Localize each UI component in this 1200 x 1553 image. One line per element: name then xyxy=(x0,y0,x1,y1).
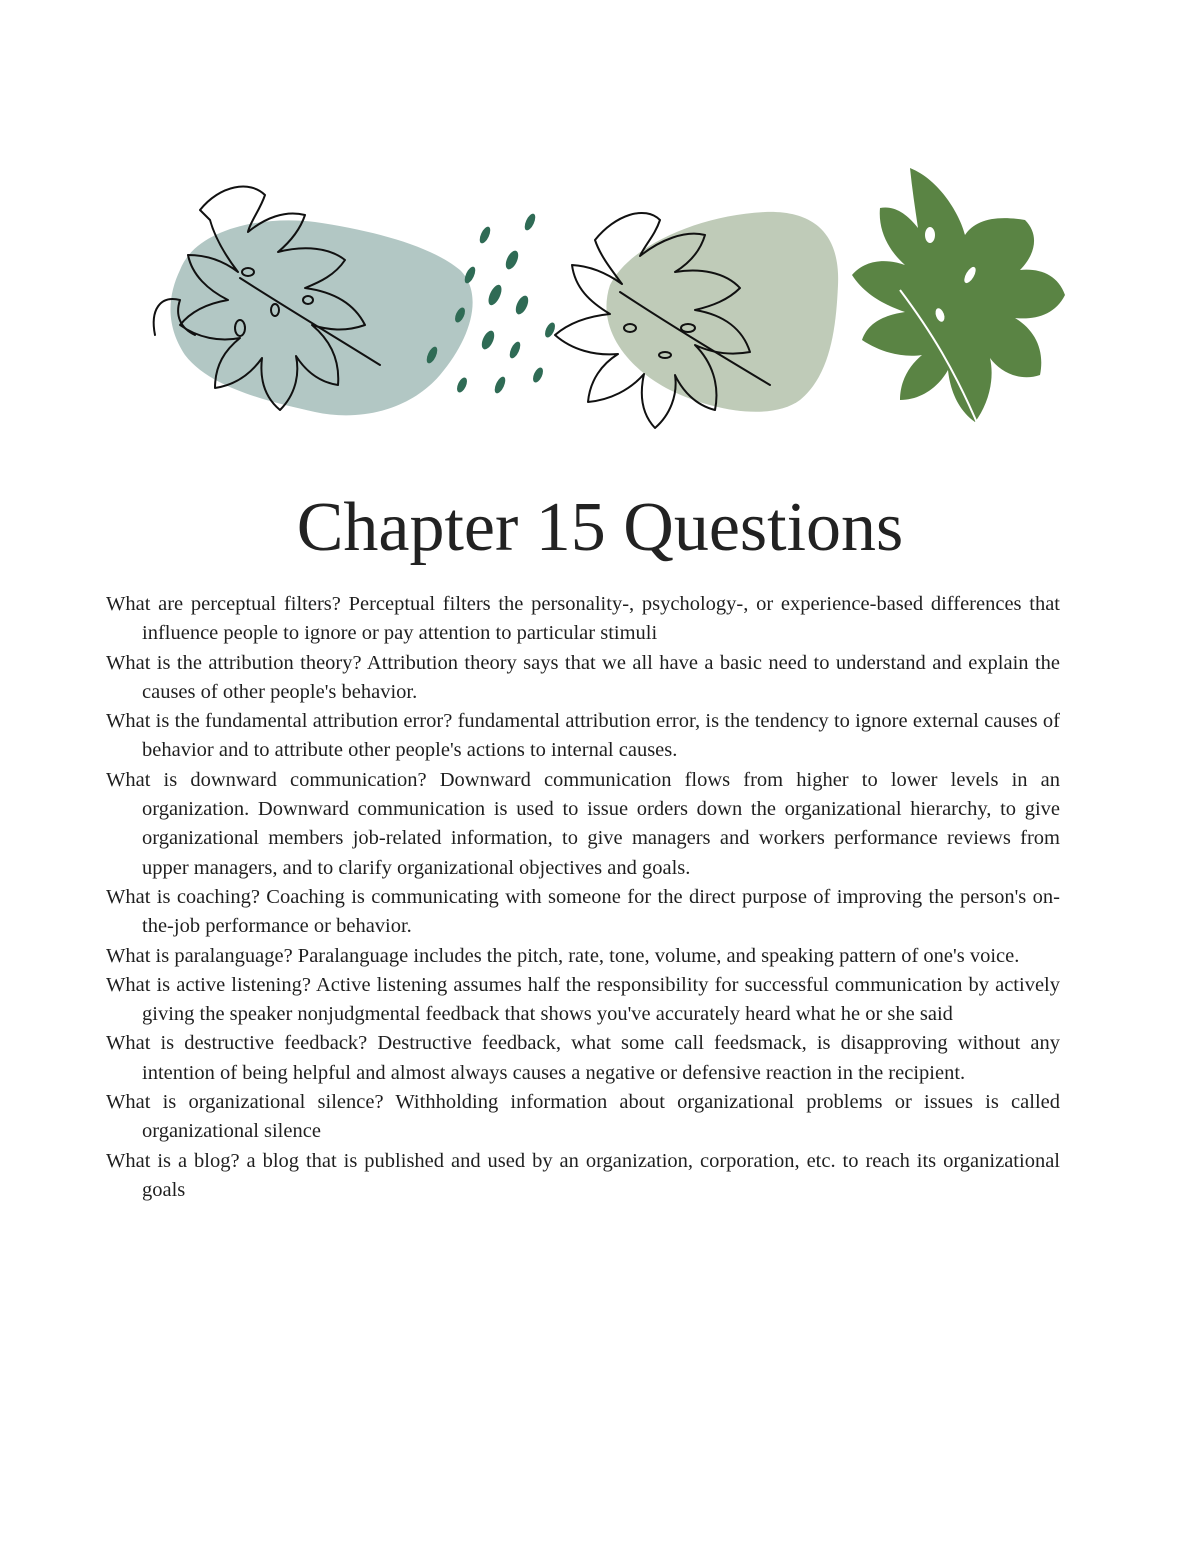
question-list xyxy=(106,590,1060,1205)
list-item: What is a blog? a blog that is published and used by an organization, corporation, etc. to reach its organizational goals xyxy=(106,1149,1060,1201)
monstera-filled-icon xyxy=(852,168,1065,430)
list-item: What is coaching? Coaching is communicating with someone for the direct purpose of improving the person's on-the-job performance or behavior. xyxy=(106,885,1060,938)
header-illustration xyxy=(140,160,1070,450)
list-item: What are perceptual filters? Perceptual filters the personality-, psychology-, or experience-based differences that influence people to ignore or pay attention to particular stimuli xyxy=(106,593,1060,645)
list-item: What is destructive feedback? Destructive feedback, what some call feedsmack, is disapproving without any intention of being helpful and almost always causes a negative or defensive reaction in the recipient. xyxy=(106,1032,1060,1084)
list-item: What is organizational silence? Withholding information about organizational problems or issues is called organizational silence xyxy=(106,1091,1060,1143)
list-item: What is active listening? Active listening assumes half the responsibility for successful communication by actively giving the speaker nonjudgmental feedback that shows you've accurately heard what he or she said xyxy=(106,973,1060,1026)
list-item: What is downward communication? Downward communication flows from higher to lower levels in an organization. Downward communication is used to issue orders down the organizational hierarchy, to give organizational members job-related information, to give managers and workers performance reviews from upper managers, and to clarify organizational objectives and goals. xyxy=(106,768,1060,879)
list-item: What is the attribution theory? Attribution theory says that we all have a basic need to understand and explain the causes of other people's behavior. xyxy=(106,651,1060,703)
sage-blob xyxy=(606,212,838,412)
page-title: Chapter 15 Questions xyxy=(296,489,904,566)
list-item: What is paralanguage? Paralanguage includes the pitch, rate, tone, volume, and speaking pattern of one's voice. xyxy=(106,944,1020,967)
list-item: What is the fundamental attribution error? fundamental attribution error, is the tendency to ignore external causes of behavior and to attribute other people's actions to internal causes. xyxy=(106,710,1060,762)
